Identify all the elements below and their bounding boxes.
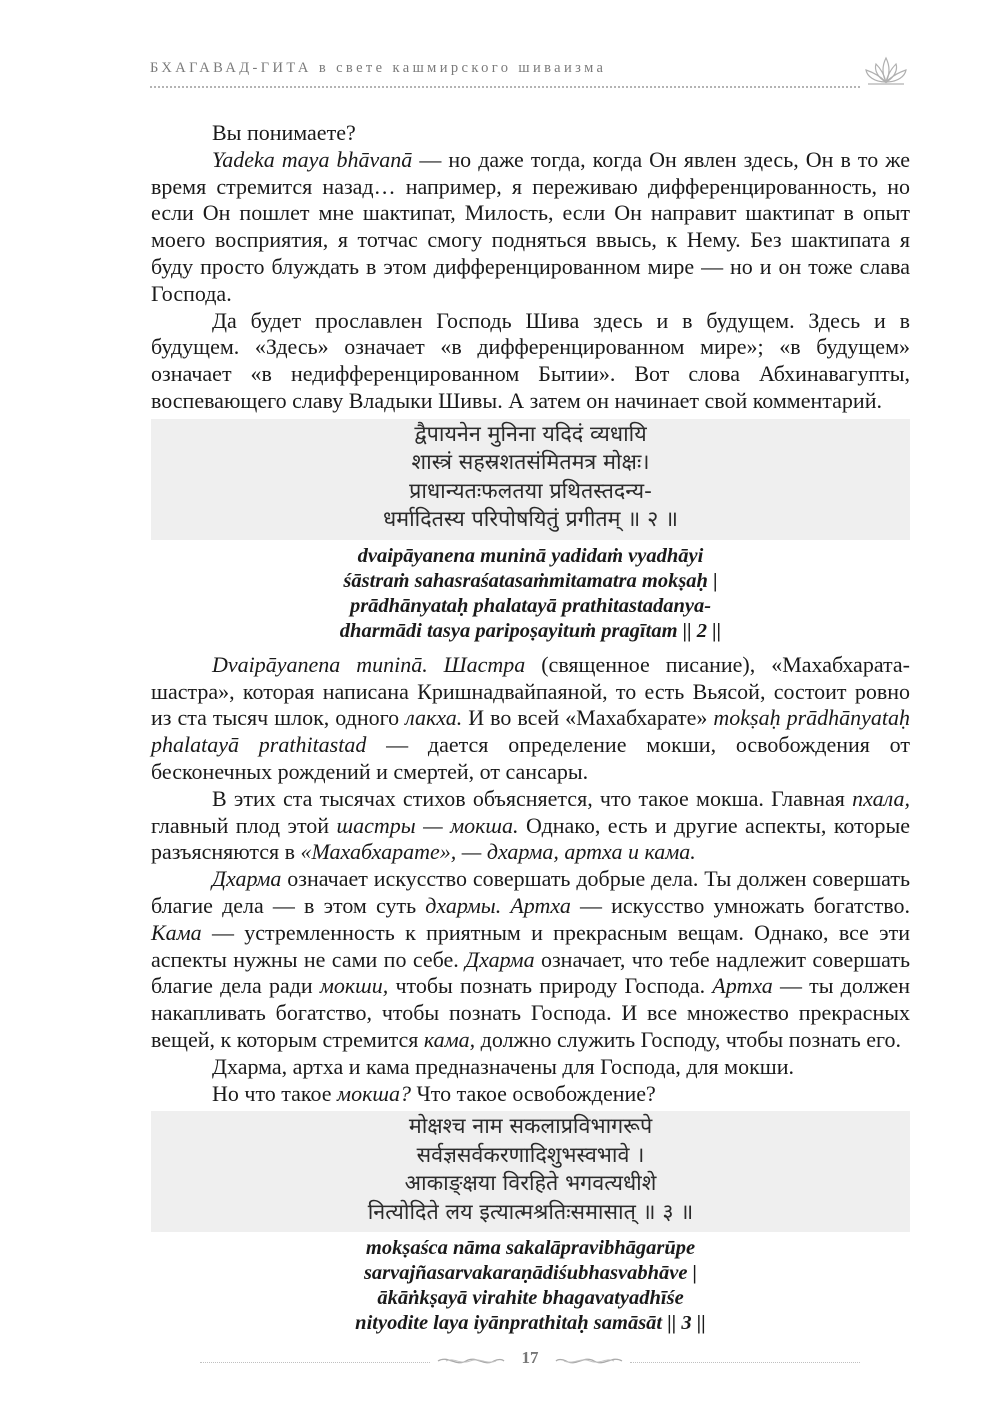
ornament-right-icon (554, 1353, 624, 1369)
lotus-icon (862, 54, 910, 88)
verse-line: द्वैपायनेन मुनिना यदिदं व्यधायि (414, 421, 647, 447)
translit-line: mokṣaśca nāma sakalāpravibhāgarūpe (365, 1237, 696, 1260)
page-footer (200, 1348, 860, 1378)
verse-line: मोक्षश्च नाम सकलाप्रविभागरूपे (408, 1114, 653, 1140)
verse-line: सर्वज्ञसर्वकरणादिशुभस्वभावे । (416, 1142, 645, 1168)
translit-line: dharmādi tasya paripoṣayituṁ pragītam || 2 || (339, 619, 722, 642)
translit-line: nityodite laya iyānprathitaḥ samāsāt || 3 || (355, 1312, 706, 1335)
paragraph: Дхарма означает искусство совершать добрые дела. Ты должен совершать благие дела — в этом суть дхармы. Артха — искусство умножать богатство. Кама — устремленность к приятным и прекрасным вещам. Однако, все эти аспекты нужны не сами по себе. Дхарма означает, что тебе надлежит совершать благие дела ради мокши, чтобы познать природу Господа. Артха — ты должен накапливать богатство, чтобы познать Господа. И все множество прекрасных вещей, к которым стремится кама, должно служить Господу, чтобы познать его. (151, 866, 910, 1052)
running-header (150, 60, 910, 100)
paragraph: Но что такое мокша? Что такое освобождение? (212, 1080, 656, 1106)
translit-line: śāstraṁ sahasraśatasaṁmitamatra mokṣaḥ | (343, 569, 718, 592)
paragraph: Yadeka maya bhāvanā — но даже тогда, когда Он явлен здесь, Он в то же время стремится назад… например, я переживаю дифференцированность, но если Он пошлет мне шактипат, Милость, если Он направит шактипат в опыт моего восприятия, я тотчас смогу подняться ввысь, к Нему. Без шактипата я буду просто блуждать в этом дифференцированном мире — но и он тоже слава Господа. (151, 146, 910, 306)
verse-line: धर्मादितस्य परिपोषयितुं प्रगीतम् ॥ २ ॥ (383, 507, 678, 533)
header-title: БХАГАВАД-ГИТА в свете кашмирского шиваизма (150, 60, 607, 76)
paragraph: Дхарма, артха и кама предназначены для Господа, для мокши. (212, 1053, 794, 1079)
translit-line: dvaipāyanena muninā yadidaṁ vyadhāyi (357, 544, 704, 567)
footer-divider (200, 1362, 430, 1363)
header-divider (150, 86, 860, 88)
translit-line: ākāṅkṣayā virahite bhagavatyadhīśe (377, 1287, 684, 1310)
paragraph: Да будет прославлен Господь Шива здесь и в будущем. Здесь и в будущем. «Здесь» означает «в дифференцированном мире»; «в будущем» означает «в недифференцированном Бытии». Вот слова Абхинавагупты, воспевающего славу Владыки Шивы. А затем он начинает свой комментарий. (151, 307, 910, 413)
paragraph: Вы понимаете? (212, 120, 356, 145)
paragraph: Dvaipāyanena muninā. Шастра (священное писание), «Махабхарата-шастра», которая написана Кришнадвайпаяной, то есть Вьясой, состоит ровно из ста тысяч шлок, одного лакха. И во всей «Махабхарате» mokṣaḥ prādhānyataḥ phalatayā prathitastad — дается определение мокши, освобождения от бесконечных рождений и смертей, от сансары. (151, 651, 911, 784)
verse-line: नित्योदिते लय इत्यात्मश्रतिःसमासात् ॥ ३ ॥ (367, 1199, 694, 1225)
sanskrit-verse-block (151, 419, 910, 540)
verse-line: शास्त्रं सहस्रशतसंमितमत्र मोक्षः। (411, 450, 650, 476)
transliteration-block (151, 1236, 910, 1336)
sanskrit-verse-block (151, 1111, 910, 1232)
transliteration-block (151, 544, 910, 644)
page-body (151, 120, 910, 1344)
verse-line: आकाङ्क्षया विरहिते भगवत्यधीशे (404, 1171, 657, 1197)
translit-line: prādhānyataḥ phalatayā prathitastadanya- (349, 594, 712, 617)
translit-line: sarvajñasarvakaraṇādiśubhasvabhāve | (363, 1262, 698, 1285)
verse-line: प्राधान्यतःफलतया प्रथितस्तदन्य- (409, 478, 652, 504)
footer-divider (630, 1362, 860, 1363)
ornament-left-icon (436, 1353, 506, 1369)
page-number: 17 (521, 1348, 539, 1367)
paragraph: В этих ста тысячах стихов объясняется, что такое мокша. Главная пхала, главный плод этой шастры — мокша. Однако, есть и другие аспекты, которые разъясняются в «Махабхарате», — дхарма, артха и кама. (151, 785, 910, 865)
